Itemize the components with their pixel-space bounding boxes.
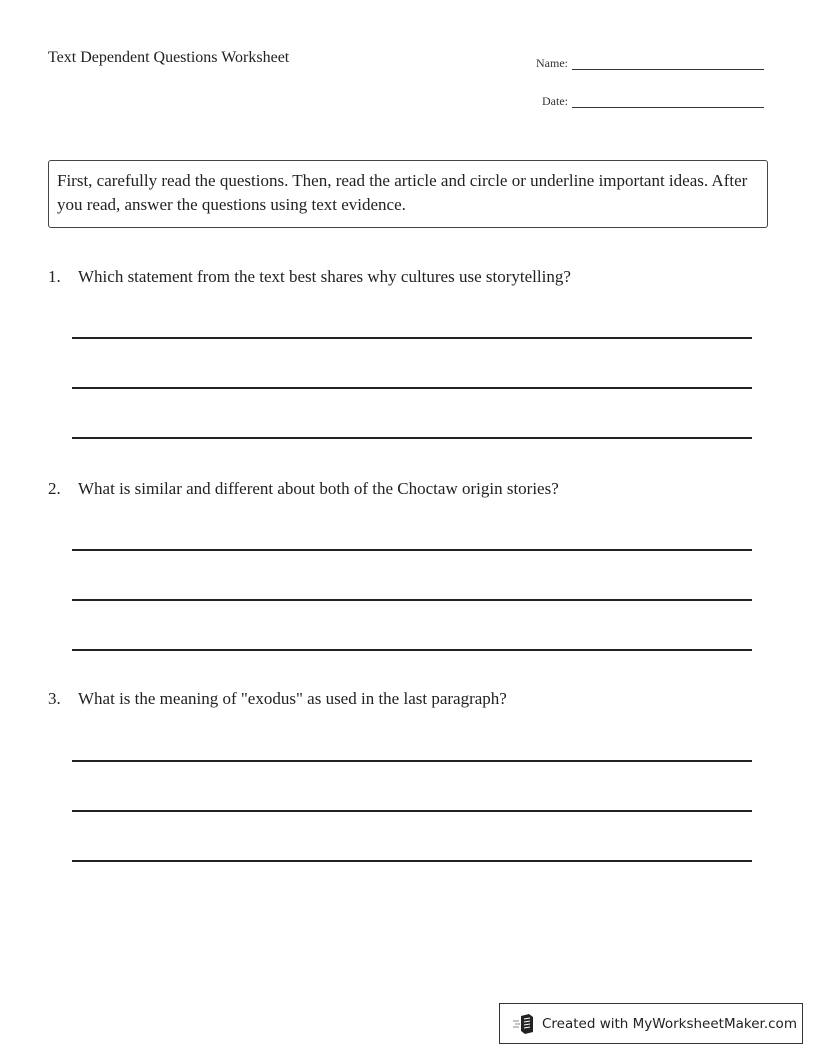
question-1	[48, 267, 571, 287]
answer-line	[72, 810, 752, 812]
date-blank-line	[572, 93, 764, 108]
answer-line	[72, 649, 752, 651]
date-field	[542, 93, 764, 108]
name-label: Name:	[536, 56, 568, 70]
answer-line	[72, 549, 752, 551]
answer-line	[72, 437, 752, 439]
answer-line	[72, 760, 752, 762]
question-2	[48, 479, 559, 499]
worksheet-title: Text Dependent Questions Worksheet	[48, 49, 290, 66]
question-text: What is the meaning of "exodus" as used in the last paragraph?	[78, 689, 507, 708]
question-3	[48, 689, 507, 709]
name-field	[536, 55, 764, 70]
question-text: Which statement from the text best shares why cultures use storytelling?	[78, 267, 571, 286]
date-label: Date:	[542, 94, 568, 108]
name-blank-line	[572, 55, 764, 70]
answer-line	[72, 387, 752, 389]
answer-line	[72, 860, 752, 862]
worksheet-maker-logo-icon	[512, 1013, 536, 1035]
badge-text: Created with MyWorksheetMaker.com	[542, 1015, 797, 1032]
answer-line	[72, 337, 752, 339]
question-number: 2.	[48, 479, 61, 498]
instructions-box: First, carefully read the questions. Then, read the article and circle or underline important ideas. After you read, answer the questions using text evidence.	[48, 160, 768, 228]
question-number: 3.	[48, 689, 61, 708]
question-text: What is similar and different about both of the Choctaw origin stories?	[78, 479, 559, 498]
question-number: 1.	[48, 267, 61, 286]
answer-line	[72, 599, 752, 601]
created-with-badge[interactable]	[499, 1003, 803, 1044]
